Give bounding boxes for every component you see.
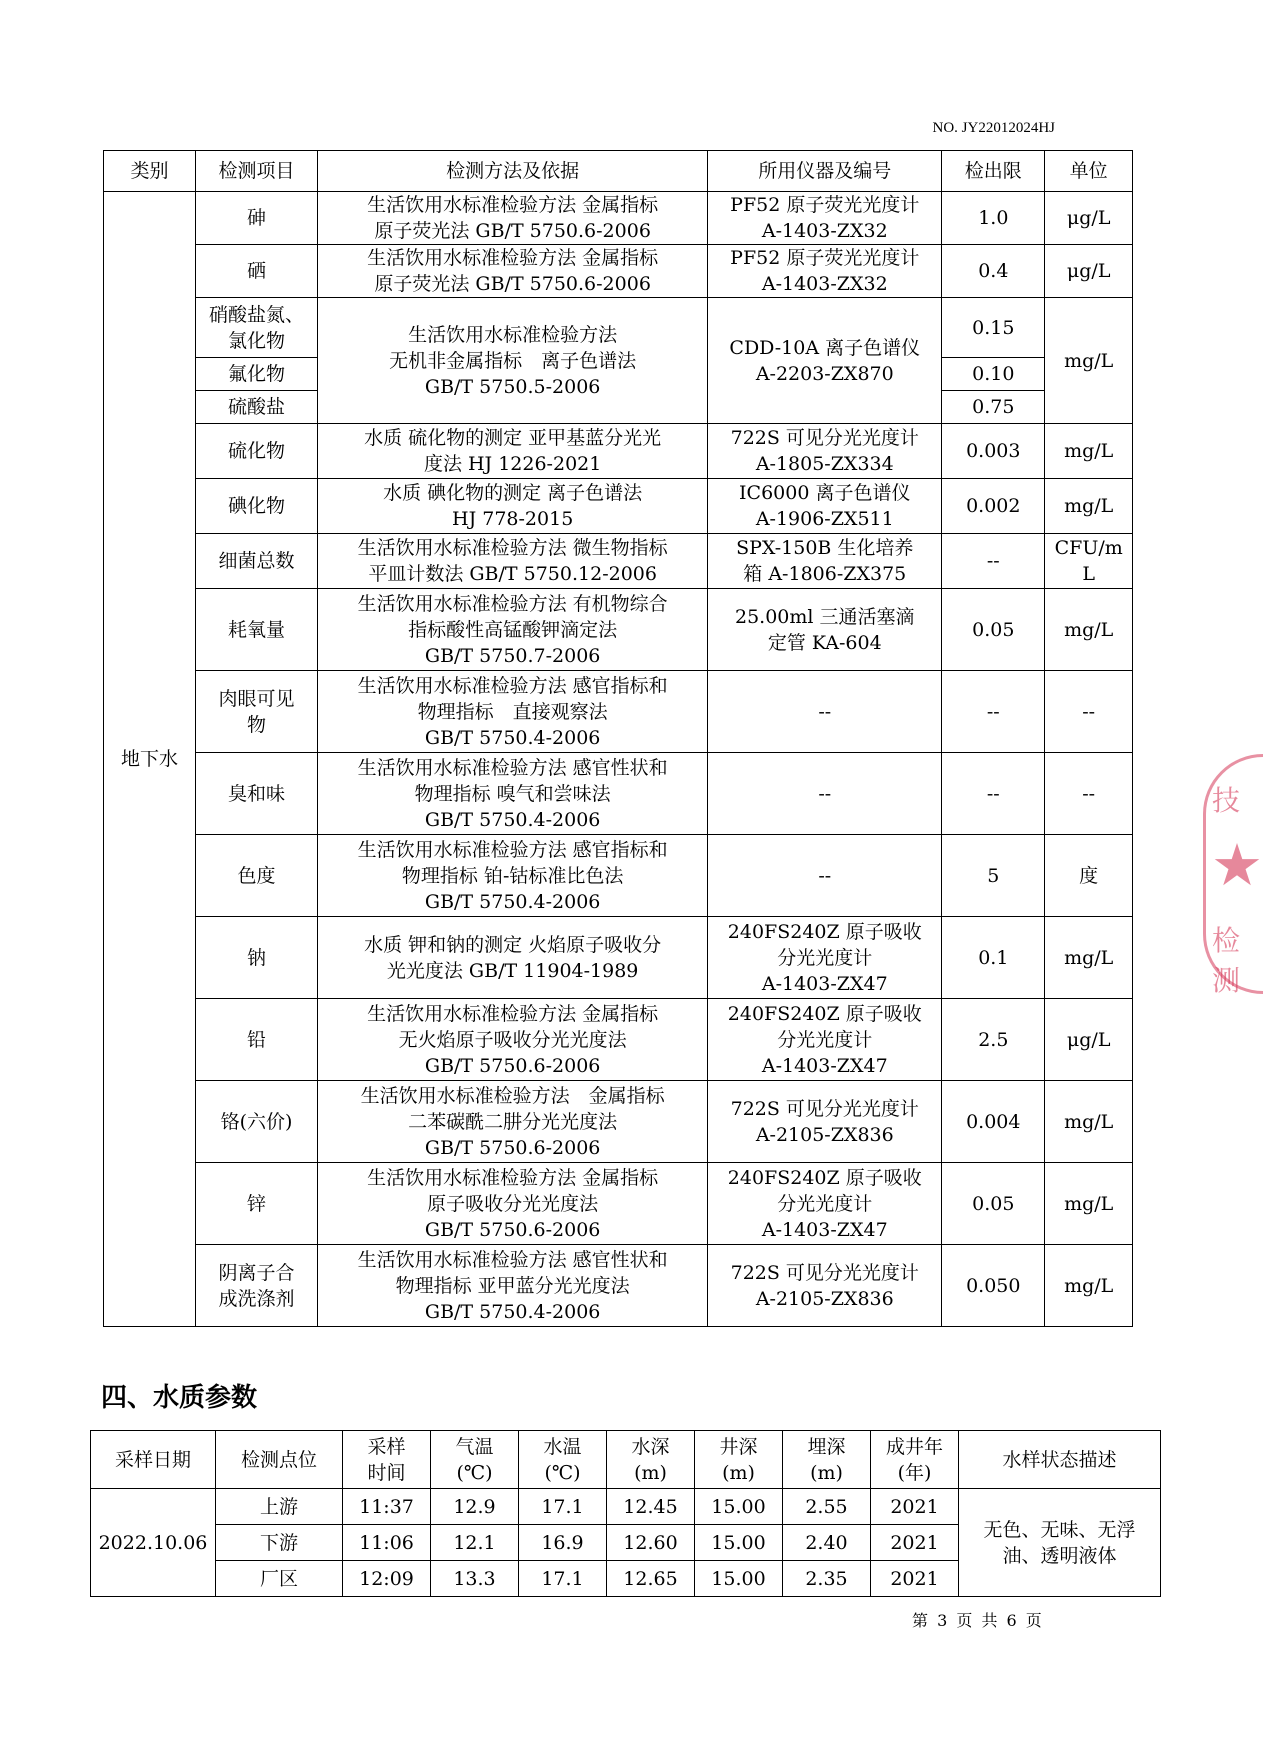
unit-cell: mg/L xyxy=(1045,1163,1133,1245)
instrument-cell: 240FS240Z 原子吸收 分光光度计 A-1403-ZX47 xyxy=(708,999,942,1081)
time-cell: 11:06 xyxy=(343,1525,431,1561)
table-row xyxy=(104,671,1133,753)
unit-cell: mg/L xyxy=(1045,1081,1133,1163)
method-cell: 生活饮用水标准检验方法 感官指标和 物理指标 直接观察法 GB/T 5750.4-2006 xyxy=(318,671,708,753)
limit-cell: 0.003 xyxy=(942,424,1045,479)
table-row xyxy=(104,1163,1133,1245)
header-category: 类别 xyxy=(104,151,196,192)
water-temp-cell: 17.1 xyxy=(519,1489,607,1525)
test-methods-table xyxy=(103,150,1133,1327)
item-cell: 细菌总数 xyxy=(196,534,318,589)
water-parameters-table xyxy=(90,1430,1161,1597)
page-footer: 第 3 页 共 6 页 xyxy=(912,1611,1044,1630)
limit-cell: 2.5 xyxy=(942,999,1045,1081)
burial-depth-cell: 2.55 xyxy=(783,1489,871,1525)
unit-cell: μg/L xyxy=(1045,192,1133,245)
point-cell: 厂区 xyxy=(216,1561,343,1597)
instrument-cell: -- xyxy=(708,753,942,835)
instrument-cell: SPX-150B 生化培养 箱 A-1806-ZX375 xyxy=(708,534,942,589)
limit-cell: 5 xyxy=(942,835,1045,917)
table-row xyxy=(91,1489,1161,1525)
item-cell: 臭和味 xyxy=(196,753,318,835)
limit-cell: 0.1 xyxy=(942,917,1045,999)
table-row xyxy=(104,917,1133,999)
table-header-row xyxy=(91,1431,1161,1489)
stamp-text-bottom: 检测 xyxy=(1212,924,1241,997)
method-cell: 生活饮用水标准检验方法 感官性状和 物理指标 亚甲蓝分光光度法 GB/T 5750.4-2006 xyxy=(318,1245,708,1327)
item-cell: 肉眼可见 物 xyxy=(196,671,318,753)
seal-stamp xyxy=(1203,754,1263,997)
header-sample-date: 采样日期 xyxy=(91,1431,216,1489)
table-row xyxy=(104,999,1133,1081)
header-point: 检测点位 xyxy=(216,1431,343,1489)
well-depth-cell: 15.00 xyxy=(695,1489,783,1525)
item-cell: 色度 xyxy=(196,835,318,917)
time-cell: 12:09 xyxy=(343,1561,431,1597)
limit-cell: 1.0 xyxy=(942,192,1045,245)
header-well-depth: 井深 (m) xyxy=(695,1431,783,1489)
header-description: 水样状态描述 xyxy=(959,1431,1161,1489)
burial-depth-cell: 2.40 xyxy=(783,1525,871,1561)
table-row xyxy=(104,589,1133,671)
air-temp-cell: 13.3 xyxy=(431,1561,519,1597)
item-cell: 铬(六价) xyxy=(196,1081,318,1163)
table-row xyxy=(104,298,1133,358)
limit-cell: 0.004 xyxy=(942,1081,1045,1163)
item-cell: 锌 xyxy=(196,1163,318,1245)
method-cell: 生活饮用水标准检验方法 有机物综合 指标酸性高锰酸钾滴定法 GB/T 5750.7-2006 xyxy=(318,589,708,671)
year-cell: 2021 xyxy=(871,1525,959,1561)
point-cell: 上游 xyxy=(216,1489,343,1525)
unit-cell: mg/L xyxy=(1045,589,1133,671)
instrument-cell: PF52 原子荧光光度计 A-1403-ZX32 xyxy=(708,245,942,298)
unit-cell: -- xyxy=(1045,753,1133,835)
unit-cell: mg/L xyxy=(1045,479,1133,534)
table-row xyxy=(104,753,1133,835)
instrument-cell: CDD-10A 离子色谱仪 A-2203-ZX870 xyxy=(708,298,942,424)
table-row xyxy=(104,424,1133,479)
header-method: 检测方法及依据 xyxy=(318,151,708,192)
header-instrument: 所用仪器及编号 xyxy=(708,151,942,192)
unit-cell: mg/L xyxy=(1045,424,1133,479)
item-cell: 硫酸盐 xyxy=(196,391,318,424)
time-cell: 11:37 xyxy=(343,1489,431,1525)
method-cell: 生活饮用水标准检验方法 感官性状和 物理指标 嗅气和尝味法 GB/T 5750.4-2006 xyxy=(318,753,708,835)
instrument-cell: IC6000 离子色谱仪 A-1906-ZX511 xyxy=(708,479,942,534)
instrument-cell: 722S 可见分光光度计 A-1805-ZX334 xyxy=(708,424,942,479)
table-row xyxy=(104,534,1133,589)
item-cell: 耗氧量 xyxy=(196,589,318,671)
table-row xyxy=(104,1081,1133,1163)
limit-cell: 0.10 xyxy=(942,358,1045,391)
table-row xyxy=(104,245,1133,298)
star-icon: ★ xyxy=(1211,831,1263,899)
limit-cell: 0.05 xyxy=(942,1163,1045,1245)
water-temp-cell: 17.1 xyxy=(519,1561,607,1597)
stamp-text-top: 技 xyxy=(1212,784,1241,817)
unit-cell: mg/L xyxy=(1045,917,1133,999)
item-cell: 硒 xyxy=(196,245,318,298)
water-depth-cell: 12.60 xyxy=(607,1525,695,1561)
water-temp-cell: 16.9 xyxy=(519,1525,607,1561)
method-cell: 生活饮用水标准检验方法 金属指标 无火焰原子吸收分光光度法 GB/T 5750.6-2006 xyxy=(318,999,708,1081)
section-title: 四、水质参数 xyxy=(101,1383,258,1413)
method-cell: 水质 钾和钠的测定 火焰原子吸收分 光光度法 GB/T 11904-1989 xyxy=(318,917,708,999)
header-water-depth: 水深 (m) xyxy=(607,1431,695,1489)
instrument-cell: 240FS240Z 原子吸收 分光光度计 A-1403-ZX47 xyxy=(708,1163,942,1245)
method-cell: 生活饮用水标准检验方法 感官指标和 物理指标 铂-钴标准比色法 GB/T 5750.4-2006 xyxy=(318,835,708,917)
instrument-cell: 240FS240Z 原子吸收 分光光度计 A-1403-ZX47 xyxy=(708,917,942,999)
unit-cell: μg/L xyxy=(1045,999,1133,1081)
header-sample-time: 采样 时间 xyxy=(343,1431,431,1489)
table-header-row xyxy=(104,151,1133,192)
unit-cell: mg/L xyxy=(1045,298,1133,424)
year-cell: 2021 xyxy=(871,1489,959,1525)
method-cell: 生活饮用水标准检验方法 金属指标 原子荧光法 GB/T 5750.6-2006 xyxy=(318,245,708,298)
item-cell: 碘化物 xyxy=(196,479,318,534)
table-row xyxy=(104,835,1133,917)
limit-cell: 0.15 xyxy=(942,298,1045,358)
category-cell: 地下水 xyxy=(104,192,196,1327)
point-cell: 下游 xyxy=(216,1525,343,1561)
header-air-temp: 气温 (℃) xyxy=(431,1431,519,1489)
instrument-cell: 722S 可见分光光度计 A-2105-ZX836 xyxy=(708,1245,942,1327)
unit-cell: CFU/m L xyxy=(1045,534,1133,589)
method-cell: 生活饮用水标准检验方法 金属指标 二苯碳酰二肼分光光度法 GB/T 5750.6-2006 xyxy=(318,1081,708,1163)
year-cell: 2021 xyxy=(871,1561,959,1597)
limit-cell: 0.75 xyxy=(942,391,1045,424)
limit-cell: 0.05 xyxy=(942,589,1045,671)
method-cell: 水质 硫化物的测定 亚甲基蓝分光光 度法 HJ 1226-2021 xyxy=(318,424,708,479)
method-cell: 生活饮用水标准检验方法 金属指标 原子荧光法 GB/T 5750.6-2006 xyxy=(318,192,708,245)
well-depth-cell: 15.00 xyxy=(695,1561,783,1597)
instrument-cell: PF52 原子荧光光度计 A-1403-ZX32 xyxy=(708,192,942,245)
table-row xyxy=(104,479,1133,534)
item-cell: 阴离子合 成洗涤剂 xyxy=(196,1245,318,1327)
method-cell: 生活饮用水标准检验方法 微生物指标 平皿计数法 GB/T 5750.12-2006 xyxy=(318,534,708,589)
method-cell: 生活饮用水标准检验方法 金属指标 原子吸收分光光度法 GB/T 5750.6-2006 xyxy=(318,1163,708,1245)
limit-cell: -- xyxy=(942,534,1045,589)
header-burial-depth: 埋深 (m) xyxy=(783,1431,871,1489)
header-item: 检测项目 xyxy=(196,151,318,192)
air-temp-cell: 12.1 xyxy=(431,1525,519,1561)
description-cell: 无色、无味、无浮 油、透明液体 xyxy=(959,1489,1161,1597)
table-row xyxy=(104,1245,1133,1327)
instrument-cell: 722S 可见分光光度计 A-2105-ZX836 xyxy=(708,1081,942,1163)
limit-cell: -- xyxy=(942,671,1045,753)
sample-date-cell: 2022.10.06 xyxy=(91,1489,216,1597)
limit-cell: 0.4 xyxy=(942,245,1045,298)
water-depth-cell: 12.45 xyxy=(607,1489,695,1525)
unit-cell: -- xyxy=(1045,671,1133,753)
instrument-cell: 25.00ml 三通活塞滴 定管 KA-604 xyxy=(708,589,942,671)
table-row xyxy=(104,192,1133,245)
item-cell: 钠 xyxy=(196,917,318,999)
limit-cell: 0.002 xyxy=(942,479,1045,534)
header-water-temp: 水温 (℃) xyxy=(519,1431,607,1489)
limit-cell: 0.050 xyxy=(942,1245,1045,1327)
item-cell: 砷 xyxy=(196,192,318,245)
method-cell: 生活饮用水标准检验方法 无机非金属指标 离子色谱法 GB/T 5750.5-2006 xyxy=(318,298,708,424)
instrument-cell: -- xyxy=(708,835,942,917)
item-cell: 硫化物 xyxy=(196,424,318,479)
item-cell: 硝酸盐氮、 氯化物 xyxy=(196,298,318,358)
item-cell: 氟化物 xyxy=(196,358,318,391)
water-depth-cell: 12.65 xyxy=(607,1561,695,1597)
unit-cell: μg/L xyxy=(1045,245,1133,298)
document-number: NO. JY22012024HJ xyxy=(932,120,1055,136)
instrument-cell: -- xyxy=(708,671,942,753)
unit-cell: mg/L xyxy=(1045,1245,1133,1327)
burial-depth-cell: 2.35 xyxy=(783,1561,871,1597)
header-well-year: 成井年 (年) xyxy=(871,1431,959,1489)
item-cell: 铅 xyxy=(196,999,318,1081)
limit-cell: -- xyxy=(942,753,1045,835)
method-cell: 水质 碘化物的测定 离子色谱法 HJ 778-2015 xyxy=(318,479,708,534)
header-unit: 单位 xyxy=(1045,151,1133,192)
header-limit: 检出限 xyxy=(942,151,1045,192)
well-depth-cell: 15.00 xyxy=(695,1525,783,1561)
unit-cell: 度 xyxy=(1045,835,1133,917)
air-temp-cell: 12.9 xyxy=(431,1489,519,1525)
